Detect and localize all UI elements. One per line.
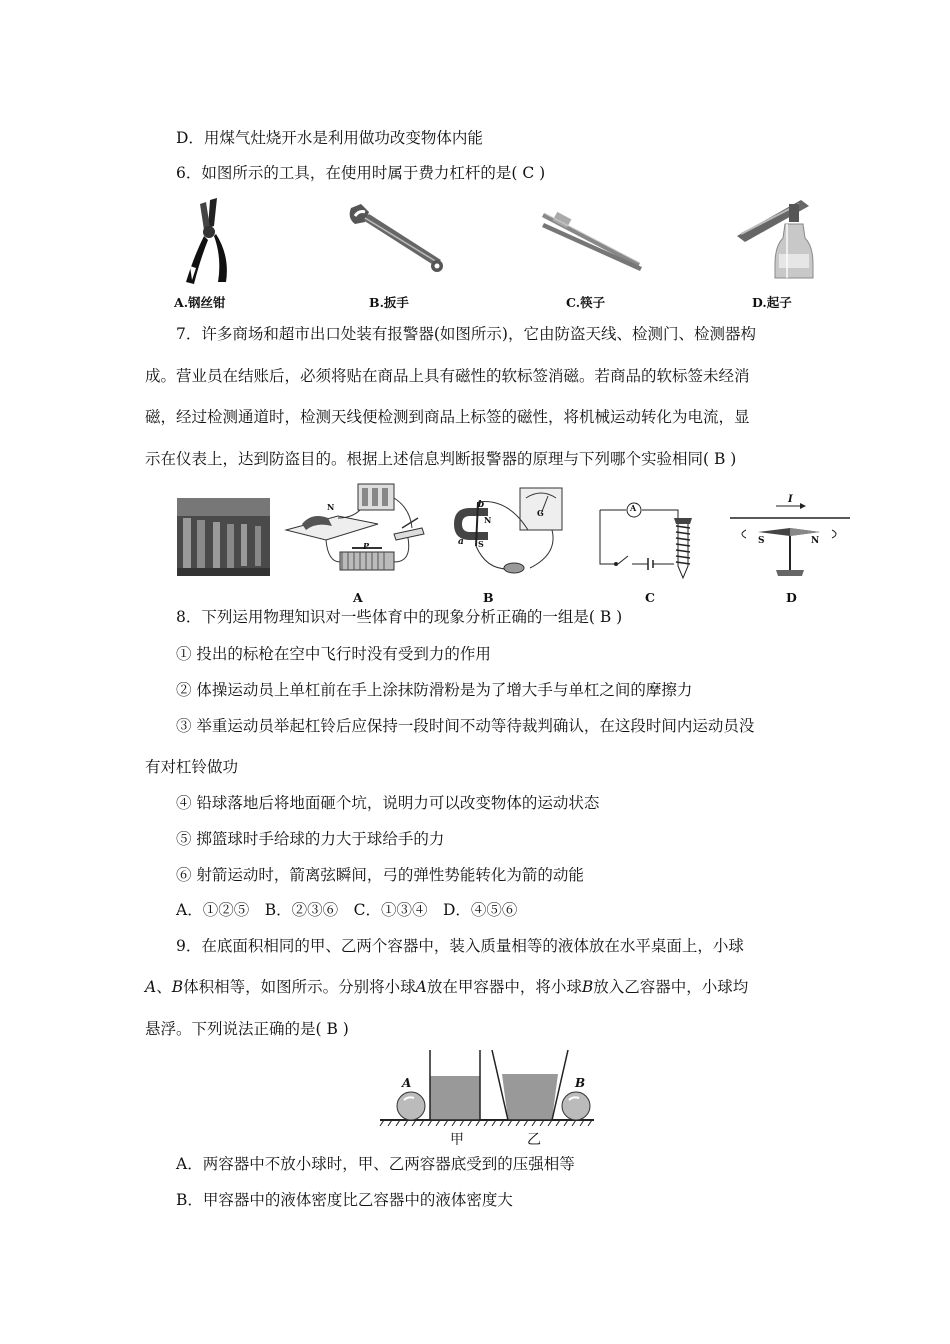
- q9-container-jia-label: 甲: [450, 1132, 464, 1148]
- q7-fig-d-label-i: I: [788, 494, 793, 505]
- q5-option-d: D．用煤气灶烧开水是利用做功改变物体内能: [176, 129, 483, 147]
- q9-container-yi-label: 乙: [527, 1132, 541, 1148]
- q9-text-2b: 、: [156, 978, 172, 996]
- q7-fig-b-label-g: G: [537, 508, 544, 518]
- security-gate-photo: [177, 498, 270, 576]
- pliers-figure: [170, 196, 250, 288]
- q7-caption-c: C: [645, 590, 655, 605]
- q8-statement-1: ① 投出的标枪在空中飞行时没有受到力的作用: [176, 645, 491, 663]
- q7-fig-d-label-s: S: [758, 536, 765, 546]
- q6-caption-c: C.筷子: [566, 295, 606, 310]
- q8-statement-3b: 有对杠铃做功: [145, 758, 239, 776]
- q7-line-3: 磁，经过检测通道时，检测天线便检测到商品上标签的磁性，将机械运动转化为电流，显: [145, 408, 750, 426]
- q9-line-3: 悬浮。下列说法正确的是( B ): [145, 1020, 349, 1038]
- q9-ball-b-ref: B: [171, 978, 184, 996]
- q6-caption-d: D.起子: [752, 295, 792, 310]
- q9-ball-b-ref-2: B: [581, 978, 594, 996]
- q7-figure-c: [592, 496, 712, 580]
- q9-text-2d: 体积相等，如图所示。分别将小球: [183, 978, 416, 996]
- q9-ball-a-ref: A: [145, 978, 157, 996]
- q8-statement-4: ④ 铅球落地后将地面砸个坑，说明力可以改变物体的运动状态: [176, 794, 600, 812]
- q9-ball-a-ref-2: A: [415, 978, 427, 996]
- q7-caption-d: D: [786, 590, 797, 605]
- wrench-figure: [345, 200, 450, 278]
- q7-fig-b-label-s: S: [478, 539, 484, 549]
- q7-caption-b: B: [483, 590, 494, 605]
- q7-fig-c-ammeter: A: [630, 503, 637, 513]
- q7-fig-a-label-n: N: [327, 502, 335, 512]
- q8-statement-3a: ③ 举重运动员举起杠铃后应保持一段时间不动等待裁判确认，在这段时间内运动员没: [176, 717, 755, 735]
- chopsticks-figure: [540, 205, 645, 273]
- q7-line-1: 7．许多商场和超市出口处装有报警器(如图所示)，它由防盗天线、检测门、检测器构: [176, 325, 756, 343]
- q9-text-2h: 放入乙容器中，小球均: [593, 978, 749, 996]
- bottle-opener-figure: [735, 194, 820, 280]
- q8-options: A．①②⑤ B．②③⑥ C．①③④ D．④⑤⑥: [176, 901, 518, 919]
- q6-caption-a: A.钢丝钳: [174, 295, 226, 310]
- q7-fig-b-label-a: a: [458, 537, 464, 547]
- q7-figure-b: [448, 484, 568, 576]
- q9-ball-a-label: A: [402, 1076, 412, 1090]
- q8-statement-6: ⑥ 射箭运动时，箭离弦瞬间，弓的弹性势能转化为箭的动能: [176, 866, 584, 884]
- q9-option-b: B．甲容器中的液体密度比乙容器中的液体密度大: [176, 1191, 513, 1209]
- q8-statement-2: ② 体操运动员上单杠前在手上涂抹防滑粉是为了增大手与单杠之间的摩擦力: [176, 681, 693, 699]
- q9-option-a: A．两容器中不放小球时，甲、乙两容器底受到的压强相等: [176, 1155, 575, 1173]
- q7-figure-a: [282, 478, 432, 578]
- q9-text-2f: 放在甲容器中，将小球: [426, 978, 582, 996]
- q8-statement-5: ⑤ 掷篮球时手给球的力大于球给手的力: [176, 830, 445, 848]
- q6-caption-b: B.扳手: [369, 295, 409, 310]
- q6-stem: 6．如图所示的工具，在使用时属于费力杠杆的是( C ): [176, 164, 546, 182]
- q7-fig-b-label-b: b: [478, 500, 485, 510]
- q9-line-2: [145, 976, 748, 998]
- q7-line-4: 示在仪表上，达到防盗目的。根据上述信息判断报警器的原理与下列哪个实验相同( B ): [145, 450, 737, 468]
- q7-line-2: 成。营业员在结账后，必须将贴在商品上具有磁性的软标签消磁。若商品的软标签未经消: [145, 367, 750, 385]
- q9-line-1: 9．在底面积相同的甲、乙两个容器中，装入质量相等的液体放在水平桌面上，小球: [176, 937, 744, 955]
- q8-stem: 8．下列运用物理知识对一些体育中的现象分析正确的一组是( B ): [176, 608, 623, 626]
- q7-caption-a: A: [353, 590, 363, 605]
- q7-fig-b-label-n: N: [484, 515, 492, 525]
- q9-ball-b-label: B: [575, 1076, 586, 1090]
- q7-figure-d: [728, 494, 853, 580]
- q7-fig-d-label-n: N: [811, 536, 820, 546]
- q7-fig-a-label-p: P: [363, 541, 370, 551]
